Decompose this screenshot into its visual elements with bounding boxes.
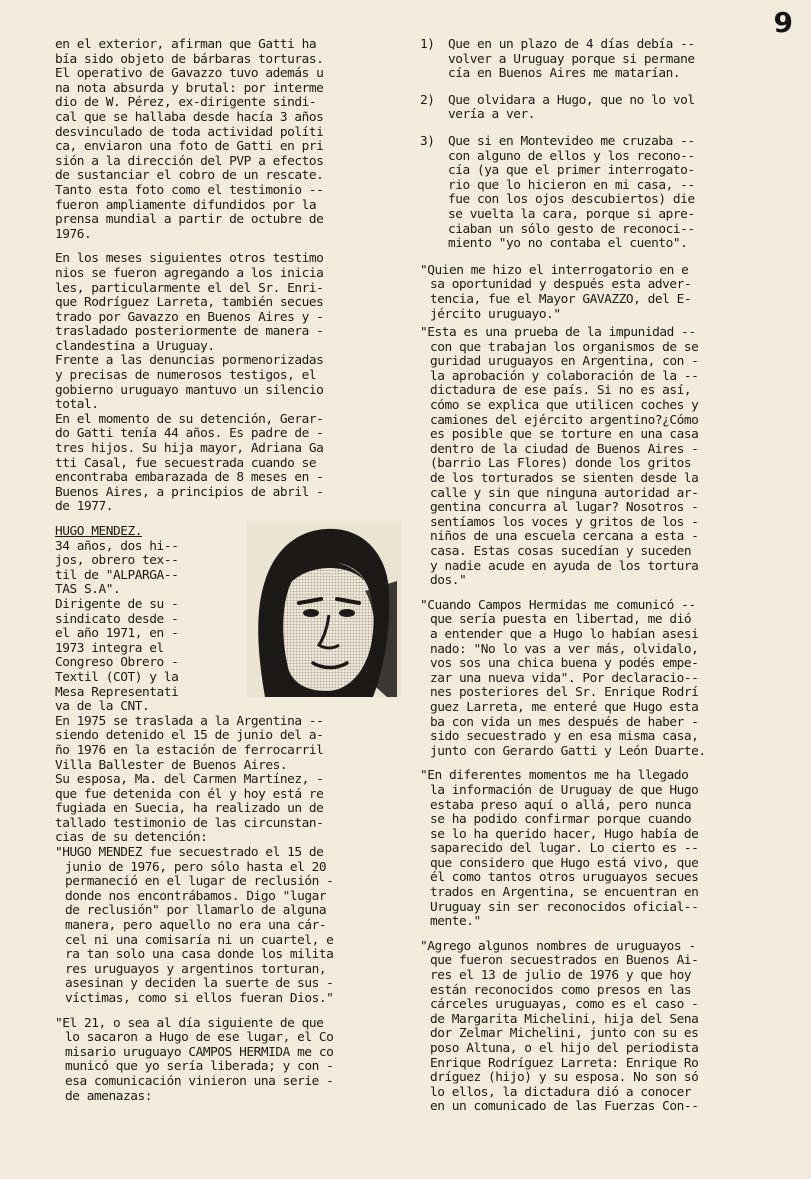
list-text: Que olvidara a Hugo, que no lo vol vería a ver. bbox=[448, 92, 695, 123]
quote-kidnapping: "HUGO MENDEZ fue secuestrado el 15 de junio de 1976, pero sólo hasta el 20 permaneció en el lugar de reclusión - donde nos encontrábamos. Digo "lugar de reclusión" por llamarlo de alguna manera, pero aquello no era una cár- cel ni una comisaría ni un cuartel, e ra tan solo una casa donde los milita res uruguayos y argentinos torturan, asesinan y deciden la suerte de sus - víctimas, como si ellos fueran Dios." bbox=[55, 845, 334, 1006]
list-item bbox=[420, 38, 770, 82]
paragraph-testimonies: En los meses siguientes otros testimo nios se fueron agregando a los inicia les, particularmente el del Sr. Enri- que Rodríguez Larreta, también secues trado por Gavazzo en Buenos Aires y - trasladado posteriormente de manera - clandestina a Uruguay. bbox=[55, 251, 324, 354]
list-text: Que si en Montevideo me cruzaba -- con alguno de ellos y los recono-- cía (ya que el primer interrogato- rio que lo hicieron en mi casa, -- fue con los ojos descubiertos) die se vuelta la cara, porque si apre- ciaban un sólo gesto de reconoci-- miento "yo no contaba el cuento". bbox=[448, 133, 695, 252]
list-number: 1) bbox=[420, 37, 435, 52]
paragraph-gatti-torture: en el exterior, afirman que Gatti ha bía sido objeto de bárbaras torturas. El operativo de Gavazzo tuvo además u na nota absurda y brutal: por interme dio de W. Pérez, ex-dirigente sindi- cal que se hallaba desde hacía 3 años desvinculado de toda actividad políti ca, enviaron una foto de Gatti en pri sión a la dirección del PVP a efectos de sustanciar el cobro de un rescate. Tanto esta foto como el testimonio -- fueron ampliamente difundidos por la prensa mundial a partir de octubre de 1976. bbox=[55, 37, 324, 242]
list-text: Que en un plazo de 4 días debía -- volver a Uruguay porque si permane cía en Buenos Aires me matarían. bbox=[448, 37, 695, 82]
quote-interrogator: "Quien me hizo el interrogatorio en e sa oportunidad y después esta adver- tencia, fue el Mayor GAVAZZO, del E- jército uruguayo." bbox=[420, 262, 692, 322]
quote-information: "En diferentes momentos me ha llegado la información de Uruguay de que Hugo estaba preso aquí o allá, pero nunca se ha podido confirmar porque cuando se lo ha querido hacer, Hugo había de saparecido del lugar. Lo cierto es -- que considero que Hugo está vivo, que él como tantos otros uruguayos secues trados en Argentina, se encuentran en Uruguay sin ser reconocidos oficial-- mente." bbox=[420, 768, 699, 930]
hugo-mendez-photo bbox=[247, 521, 401, 697]
paragraph-gatti-detention: En el momento de su detención, Gerar- do Gatti tenía 44 años. Es padre de - tres hijos. Su hija mayor, Adriana Ga tti Casal, fue secuestrada cuando se encontraba embarazada de 8 meses en - Buenos Aires, a principios de abril - de 1977. bbox=[55, 411, 324, 515]
page-number: 9 bbox=[773, 6, 793, 39]
paragraph-government-silence: Frente a las denuncias pormenorizadas y precisas de numerosos testigos, el gobierno uruguayo mantuvo un silencio total. bbox=[55, 353, 324, 413]
hugo-mendez-bio: 34 años, dos hi-- jos, obrero tex-- til de "ALPARGA-- TAS S.A". Dirigente de su - sindicato desde - el año 1971, en - 1973 integra el Congreso Obrero - Textil (COT) y la Mesa Representati va de la CNT. bbox=[55, 538, 179, 715]
paragraph-hugo-detention: En 1975 se traslada a la Argentina -- siendo detenido el 15 de junio del a- ño 1976 en la estación de ferrocarril Villa Ballester de Buenos Aires. bbox=[55, 713, 324, 773]
quote-names: "Agrego algunos nombres de uruguayos - que fueron secuestrados en Buenos Ai- res el 13 de julio de 1976 y que hoy están reconocidos como presos en las cárceles uruguayas, como es el caso - de Margarita Michelini, hija del Sena dor Zelmar Michelini, junto con su es poso Altuna, o el hijo del periodista Enrique Rodríguez Larreta: Enrique Ro dríguez (hijo) y su esposa. No son só lo ellos, la dictadura dió a conocer en un comunicado de las Fuerzas Con-- bbox=[420, 938, 699, 1115]
quote-threats-intro: "El 21, o sea al día siguiente de que lo sacaron a Hugo de ese lugar, el Co misario uruguayo CAMPOS HERMIDA me co municó que yo sería liberada; y con - esa comunicación vinieron una serie - de amenazas: bbox=[55, 1015, 334, 1104]
left-column bbox=[55, 38, 401, 1104]
list-item bbox=[420, 94, 770, 123]
threats-list bbox=[420, 38, 770, 252]
paragraph-wife-testimony: Su esposa, Ma. del Carmen Martínez, - que fue detenida con él y hoy está re fugiada en Suecia, ha realizado un de tallado testimonio de las circunstan- cias de su detención: bbox=[55, 772, 324, 846]
quote-release: "Cuando Campos Hermidas me comunicó -- que sería puesta en libertad, me dió a entender que a Hugo lo habían asesi nado: "No lo vas a ver más, olvidalo, vos sos una chica buena y podés empe- zar una nueva vida". Por declaracio-- nes posteriores del Sr. Enrique Rodrí guez Larreta, me enteré que Hugo esta ba con vida un mes después de haber - sido secuestrado y en esa misma casa, junto con Gerardo Gatti y León Duarte. bbox=[420, 597, 706, 759]
list-number: 2) bbox=[420, 92, 435, 108]
right-column bbox=[420, 38, 770, 1115]
hugo-mendez-section bbox=[55, 525, 401, 715]
quote-impunity: "Esta es una prueba de la impunidad -- con que trabajan los organismos de se guridad uruguayos en Argentina, con - la aprobación y colaboración de la -- dictadura de ese país. Si no es así, cómo se explica que utilicen coches y camiones del ejército argentino?¿Cómo es posible que se torture en una casa dentro de la ciudad de Buenos Aires - (barrio Las Flores) donde los gritos de los torturados se sienten desde la calle y sin que ninguna autoridad ar- gentina concurra al lugar? Nosotros - sentíamos los voces y gritos de los - niños de una escuela cercana a esta - casa. Estas cosas sucedían y suceden y nadie acude en ayuda de los tortura dos." bbox=[420, 325, 699, 589]
list-item bbox=[420, 135, 770, 252]
hugo-mendez-name: HUGO MENDEZ. bbox=[55, 524, 143, 539]
list-number: 3) bbox=[420, 133, 435, 149]
